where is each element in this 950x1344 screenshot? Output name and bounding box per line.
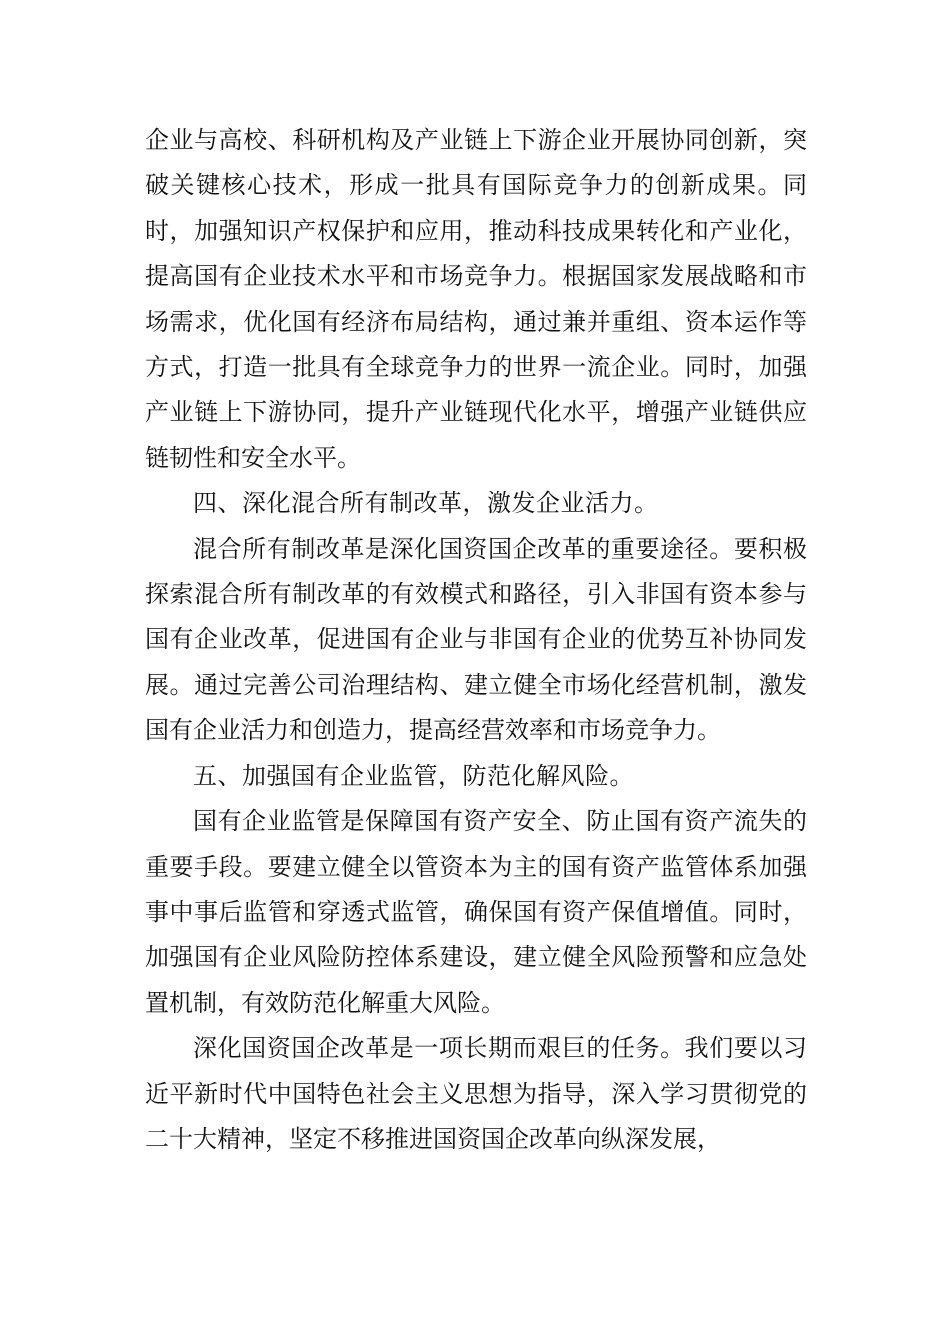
paragraph-supervision: 国有企业监管是保障国有资产安全、防止国有资产流失的重要手段。要建立健全以管资本为主的国有资产监管体系加强事中事后监管和穿透式监管，确保国有资产保值增值。同时，加强国有企业风险防控体系建设，建立健全风险预警和应急处置机制，有效防范化解重大风险。: [145, 807, 807, 1017]
section-heading-5: 五、加强国有企业监管，防范化解风险。: [193, 761, 634, 790]
paragraph-conclusion: 深化国资国企改革是一项长期而艰巨的任务。我们要以习近平新时代中国特色社会主义思想为指导，深入学习贯彻党的二十大精神，坚定不移推进国资国企改革向纵深发展，: [145, 1034, 807, 1153]
paragraph-innovation-continued: 企业与高校、科研机构及产业链上下游企业开展协同创新，突破关键核心技术，形成一批具有国际竞争力的创新成果。同时，加强知识产权保护和应用，推动科技成果转化和产业化，提高国有企业技术水平和市场竞争力。根据国家发展战略和市场需求，优化国有经济布局结构，通过兼并重组、资本运作等方式，打造一批具有全球竞争力的世界一流企业。同时，加强产业链上下游协同，提升产业链现代化水平，增强产业链供应链韧性和安全水平。: [145, 126, 807, 472]
paragraph-mixed-ownership: 混合所有制改革是深化国资国企改革的重要途径。要积极探索混合所有制改革的有效模式和路径，引入非国有资本参与国有企业改革，促进国有企业与非国有企业的优势互补协同发展。通过完善公司治理结构、建立健全市场化经营机制，激发国有企业活力和创造力，提高经营效率和市场竞争力。: [145, 534, 807, 745]
document-body: [145, 118, 807, 1162]
section-heading-4: 四、深化混合所有制改革，激发企业活力。: [193, 489, 659, 518]
